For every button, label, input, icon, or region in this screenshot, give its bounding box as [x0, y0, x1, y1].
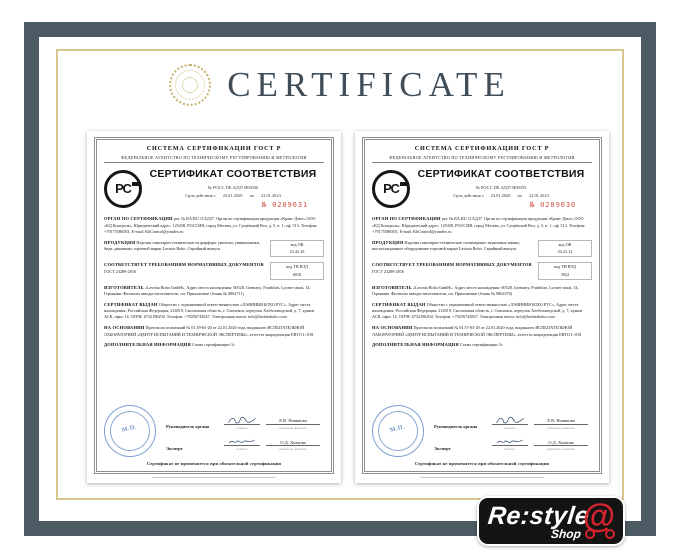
- certificate-left-body: [94, 137, 334, 474]
- section-basis: [372, 325, 592, 337]
- page-header: [0, 64, 680, 106]
- issued-label: СЕРТИФИКАТ ВЫДАН: [372, 302, 426, 308]
- certificate-footer-note: Сертификат не применяется при обязательной сертификации: [414, 460, 550, 466]
- certificate-left: [87, 131, 341, 483]
- reg-number: РОСС DE.АД37.H00356: [212, 185, 259, 191]
- section-product: [372, 240, 592, 258]
- ok-code-box: [538, 240, 592, 258]
- title-row: [104, 167, 324, 210]
- organ-label: ОРГАН ПО СЕРТИФИКАЦИИ: [372, 216, 441, 222]
- sig2-name-cell: [530, 441, 592, 452]
- valid-to-date: 22.01.2023: [529, 193, 549, 199]
- blank-number: № 0289630: [529, 200, 576, 210]
- logo-sub-text: Shop: [550, 527, 582, 541]
- validity-mid: по: [517, 193, 522, 199]
- certificate-right: [355, 131, 609, 483]
- sig2-name-cell: [262, 441, 324, 452]
- section-product: [104, 240, 324, 258]
- tnved-label: код ТН ВЭД: [554, 264, 576, 270]
- no-label: №: [207, 185, 212, 191]
- basis-text: Протокола испытаний № 01.37-03-20 от 22.01.2020 года, выданного ИСПЫТАТЕЛЬНОЙ ЛАБОРАТОРИЕЙ «ЦЕНТР ИСПЫТАНИЙ И ТЕХНИЧЕСКОЙ ЭКСПЕРТИЗЫ», аттестат аккредитации ЕВТО L-018: [372, 325, 582, 337]
- cart-wheel-icon: [605, 529, 615, 539]
- conformity-label: СООТВЕТСТВУЕТ ТРЕБОВАНИЯМ НОРМАТИВНЫХ ДОКУМЕНТОВ: [104, 262, 264, 268]
- sig1-label: Руководитель органа: [166, 424, 210, 430]
- system-title: СИСТЕМА СЕРТИФИКАЦИИ ГОСТ Р: [414, 145, 550, 152]
- sig2-signature: [222, 437, 262, 451]
- maker-text: «Lavinia Boho GmbH». Адрес места нахождения: 60528, Germany, Frankfurt, Lyoner straat, 14, Германия. Филиалы заводы-изготовители, см. Приложение (бланк № 0862270): [372, 285, 579, 297]
- restyle-shop-logo: [477, 496, 625, 546]
- title-col: [142, 167, 324, 210]
- doc-title: СЕРТИФИКАТ СООТВЕТСТВИЯ: [149, 168, 317, 181]
- organ-text: рег. № RA.RU.11АД37. Орган по сертификации продукции «Кранс-Дент» ООО «КД Контроль». Юридический адрес: 125438, РОССИЯ, город Москва, ул. Сущёвский Вал, д. 5, к. 1, оф. 513. Телефон: +79175586503, E-mail: KhControl@yandex.ru: [372, 216, 586, 234]
- section-conformity: [104, 262, 324, 280]
- section-organ: [104, 216, 324, 234]
- blank-number: № 0289631: [261, 200, 308, 210]
- tnved-code-box: [538, 262, 592, 280]
- sig-sub-name: инициалы, фамилия: [279, 447, 307, 452]
- signature-row-head: [166, 416, 324, 430]
- sig1-name: Е.В. Новикова: [266, 419, 321, 425]
- stamp-text: М.П.: [389, 424, 406, 434]
- sig-sub-sign: подпись: [236, 447, 248, 452]
- product-label: ПРОДУКЦИЯ: [372, 239, 404, 245]
- organ-label: ОРГАН ПО СЕРТИФИКАЦИИ: [104, 216, 173, 222]
- sig1-label: Руководитель органа: [434, 424, 478, 430]
- extra-text: Схема сертификации 3с: [460, 342, 503, 348]
- extra-label: ДОПОЛНИТЕЛЬНАЯ ИНФОРМАЦИЯ: [104, 342, 191, 348]
- reg-number-line: [142, 185, 324, 191]
- signature-row-expert: [166, 437, 324, 451]
- sig-sub-sign: подпись: [504, 425, 516, 430]
- sig-sub-sign: подпись: [504, 447, 516, 452]
- tnved-code-box: [270, 262, 324, 280]
- section-basis: [104, 325, 324, 337]
- sig2-name: О.Д. Холкова: [534, 441, 589, 447]
- gold-seal-icon: [169, 64, 211, 106]
- ok-code-box: [270, 240, 324, 258]
- valid-to-date: 22.01.2023: [261, 193, 281, 199]
- section-extra: [372, 342, 592, 348]
- reg-number: РОСС DE.АД37.H00355: [480, 185, 527, 191]
- conformity-text: ГОСТ 23289-2016: [372, 268, 405, 274]
- product-text: Изделия санитарно-технические из фарфора: унитазы, умывальники, биде, раковины, торговой марки Lavinia Boho. Серийный выпуск: [104, 239, 260, 251]
- section-maker: [104, 285, 324, 297]
- certificate-footer-note: Сертификат не применяется при обязательной сертификации: [146, 460, 282, 466]
- microprint-line: [152, 477, 277, 478]
- tnved-label: код ТН ВЭД: [286, 264, 308, 270]
- ok-code-value: 23.42.10: [289, 249, 305, 255]
- sig-sub-name: инициалы, фамилия: [279, 425, 307, 430]
- microprint-line: [420, 477, 545, 478]
- sig1-signature: [490, 416, 530, 430]
- sig1-signature: [222, 416, 262, 430]
- sig-sub-name: инициалы, фамилия: [547, 425, 575, 430]
- conformity-label: СООТВЕТСТВУЕТ ТРЕБОВАНИЯМ НОРМАТИВНЫХ ДОКУМЕНТОВ: [372, 262, 532, 268]
- agency-line: ФЕДЕРАЛЬНОЕ АГЕНТСТВО ПО ТЕХНИЧЕСКОМУ РЕГУЛИРОВАНИЮ И МЕТРОЛОГИИ: [104, 154, 324, 164]
- validity-mid: по: [249, 193, 254, 199]
- product-text: Изделия санитарно-технические полимерные: акриловые ванны, инсталляционное оборудование торговой марки Lavinia Boho. Серийный выпуск: [372, 239, 520, 251]
- maker-text: «Lavinia Boho GmbH». Адрес места нахождения: 60528, Germany, Frankfurt, Lyoner straat, 14, Германия. Филиалы заводы-изготовители, см. Приложение (бланк № 0862711): [104, 285, 311, 297]
- section-conformity: [372, 262, 592, 280]
- agency-line: ФЕДЕРАЛЬНОЕ АГЕНТСТВО ПО ТЕХНИЧЕСКОМУ РЕГУЛИРОВАНИЮ И МЕТРОЛОГИИ: [372, 154, 592, 164]
- ok-code-value: 22.23.12: [557, 249, 573, 255]
- validity-line: [142, 193, 324, 199]
- sig2-label: Эксперт: [166, 445, 183, 451]
- sig-sub-sign: подпись: [236, 425, 248, 430]
- signature-area: [372, 409, 592, 455]
- ok-code-label: код ОК: [558, 241, 572, 247]
- tnved-value: 6910: [292, 272, 302, 278]
- rostest-mark-icon: РС: [372, 170, 410, 208]
- section-issued: [104, 302, 324, 320]
- sig1-name-cell: [530, 419, 592, 430]
- signature-area: [104, 409, 324, 455]
- ok-code-label: код ОК: [290, 241, 304, 247]
- basis-label: НА ОСНОВАНИИ: [104, 325, 145, 331]
- title-row: [372, 167, 592, 210]
- stamp-text: М.П.: [121, 424, 138, 434]
- cart-wheel-icon: [585, 529, 595, 539]
- validity-prefix: Срок действия с: [453, 193, 484, 199]
- page-title: CERTIFICATE: [227, 65, 511, 104]
- extra-text: Схема сертификации 3с: [192, 342, 235, 348]
- sig1-name-cell: [262, 419, 324, 430]
- logo-brand-text: Re:style: [486, 502, 591, 530]
- section-issued: [372, 302, 592, 320]
- sig2-label: Эксперт: [434, 445, 451, 451]
- section-organ: [372, 216, 592, 234]
- no-label: №: [475, 185, 480, 191]
- sig2-name: О.Д. Холкова: [266, 441, 321, 447]
- basis-label: НА ОСНОВАНИИ: [372, 325, 413, 331]
- certificate-right-body: [362, 137, 602, 474]
- certificates-row: [87, 131, 594, 483]
- reg-number-line: [410, 185, 592, 191]
- issued-label: СЕРТИФИКАТ ВЫДАН: [104, 302, 158, 308]
- system-title: СИСТЕМА СЕРТИФИКАЦИИ ГОСТ Р: [146, 145, 282, 152]
- extra-label: ДОПОЛНИТЕЛЬНАЯ ИНФОРМАЦИЯ: [372, 342, 459, 348]
- validity-prefix: Срок действия с: [185, 193, 216, 199]
- conformity-text: ГОСТ 23289-2016: [104, 268, 137, 274]
- title-col: [410, 167, 592, 210]
- maker-label: ИЗГОТОВИТЕЛЬ: [104, 285, 144, 291]
- tnved-value: 3922: [560, 272, 570, 278]
- round-stamp: [366, 399, 429, 462]
- validity-line: [410, 193, 592, 199]
- basis-text: Протокола испытаний № 01.39-03-20 от 22.01.2020 года, выданного ИСПЫТАТЕЛЬНОЙ ЛАБОРАТОРИЕЙ «ЦЕНТР ИСПЫТАНИЙ И ТЕХНИЧЕСКОЙ ЭКСПЕРТИЗЫ», аттестат аккредитации ЕВТО L-018: [104, 325, 314, 337]
- signature-row-expert: [434, 437, 592, 451]
- organ-text: рег. № RA.RU.11АД37. Орган по сертификации продукции «Кранс-Дент» ООО «КД Контроль». Юридический адрес: 125438, РОССИЯ, город Москва, ул. Сущёвский Вал, д. 5, к. 1, оф. 513. Телефон: +79175586503, E-mail: KhControl@yandex.ru: [104, 216, 318, 234]
- maker-label: ИЗГОТОВИТЕЛЬ: [372, 285, 412, 291]
- section-maker: [372, 285, 592, 297]
- sig1-name: Е.В. Новикова: [534, 419, 589, 425]
- valid-from-date: 23.01.2020: [490, 193, 511, 199]
- issued-text: Общество с ограниченной ответственностью «ЛАВИНИЯ БОХО РУС», Адрес места нахождения: Российская Федерация, 214019, Смоленская область, г. Смоленск, переулок Хлебозаводской, д. 7, здание АСК, офис 14, ОГРН: 6732196294. Телефон: +79256743827. Электронная почта: info@laviniaboho.com: [372, 302, 583, 320]
- sig2-signature: [490, 437, 530, 451]
- signature-row-head: [434, 416, 592, 430]
- rostest-mark-icon: РС: [104, 170, 142, 208]
- valid-from-date: 23.01.2020: [222, 193, 243, 199]
- round-stamp: [98, 399, 161, 462]
- at-cart-icon: @: [582, 497, 615, 534]
- section-extra: [104, 342, 324, 348]
- product-label: ПРОДУКЦИЯ: [104, 239, 136, 245]
- issued-text: Общество с ограниченной ответственностью «ЛАВИНИЯ БОХО РУС», Адрес места нахождения: Российская Федерация, 214019, Смоленская область, г. Смоленск, переулок Хлебозаводской, д. 7, здание АСК, офис 14, ОГРН: 6732196294. Телефон: +79256743827. Электронная почта: info@laviniaboho.com: [104, 302, 315, 320]
- sig-sub-name: инициалы, фамилия: [547, 447, 575, 452]
- doc-title: СЕРТИФИКАТ СООТВЕТСТВИЯ: [417, 168, 585, 181]
